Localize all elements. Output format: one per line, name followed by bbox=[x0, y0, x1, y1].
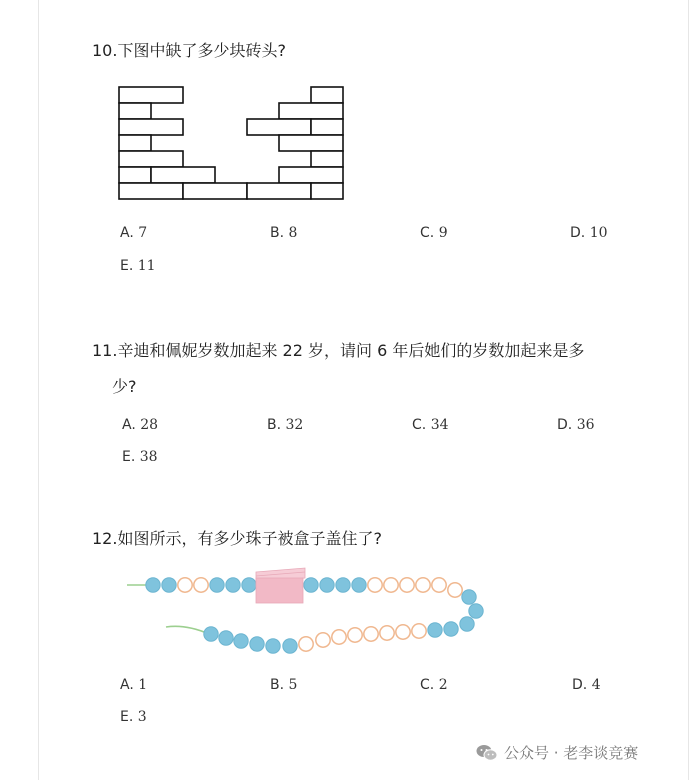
q12-option-d[interactable]: D. 4 bbox=[572, 677, 601, 693]
bead-orange bbox=[178, 578, 192, 592]
bead-blue bbox=[242, 578, 256, 592]
bead-orange bbox=[368, 578, 382, 592]
q12-option-b[interactable]: B. 5 bbox=[270, 677, 298, 693]
bead-orange bbox=[400, 578, 414, 592]
q10-option-d[interactable]: D. 10 bbox=[570, 225, 608, 241]
bead-orange bbox=[432, 578, 446, 592]
q10-option-e[interactable]: E. 11 bbox=[120, 258, 156, 274]
bead-blue bbox=[320, 578, 334, 592]
bead-blue bbox=[336, 578, 350, 592]
q11-option-a[interactable]: A. 28 bbox=[122, 417, 159, 433]
bead-orange bbox=[396, 625, 410, 639]
bead-orange bbox=[194, 578, 208, 592]
wechat-icon bbox=[476, 744, 498, 762]
q10-option-a[interactable]: A. 7 bbox=[120, 225, 148, 241]
bead-blue bbox=[352, 578, 366, 592]
string-lower-end bbox=[166, 626, 209, 634]
bead-blue bbox=[428, 623, 442, 637]
covering-box bbox=[256, 568, 305, 603]
bead-orange bbox=[364, 627, 378, 641]
bead-orange bbox=[448, 583, 462, 597]
bead-orange bbox=[299, 637, 313, 651]
bead-blue bbox=[462, 590, 476, 604]
bead-blue bbox=[234, 634, 248, 648]
q12-option-c[interactable]: C. 2 bbox=[420, 677, 448, 693]
bead-blue bbox=[283, 639, 297, 653]
bead-orange bbox=[380, 626, 394, 640]
bead-blue bbox=[266, 639, 280, 653]
q11-option-c[interactable]: C. 34 bbox=[412, 417, 449, 433]
bead-orange bbox=[348, 628, 362, 642]
bead-blue bbox=[146, 578, 160, 592]
bead-orange bbox=[412, 624, 426, 638]
bead-blue bbox=[444, 622, 458, 636]
bead-blue bbox=[210, 578, 224, 592]
q12-option-a[interactable]: A. 1 bbox=[120, 677, 148, 693]
bead-orange bbox=[332, 630, 346, 644]
bead-blue bbox=[250, 637, 264, 651]
bead-blue bbox=[469, 604, 483, 618]
q10-option-b[interactable]: B. 8 bbox=[270, 225, 298, 241]
question-11-title-line2: 少? bbox=[112, 377, 137, 396]
q12-option-e[interactable]: E. 3 bbox=[120, 709, 147, 725]
watermark bbox=[476, 742, 638, 763]
bead-blue bbox=[226, 578, 240, 592]
bead-blue bbox=[204, 627, 218, 641]
bead-blue bbox=[460, 617, 474, 631]
bead-blue bbox=[162, 578, 176, 592]
watermark-text: 公众号 · 老李谈竞赛 bbox=[504, 744, 639, 762]
bead-blue bbox=[304, 578, 318, 592]
bead-blue bbox=[219, 631, 233, 645]
question-11-title-line1: 11.辛迪和佩妮岁数加起来 22 岁，请问 6 年后她们的岁数加起来是多 bbox=[92, 341, 585, 360]
question-10-title: 10.下图中缺了多少块砖头? bbox=[92, 41, 286, 60]
q10-option-c[interactable]: C. 9 bbox=[420, 225, 448, 241]
bead-orange bbox=[416, 578, 430, 592]
question-12-title: 12.如图所示，有多少珠子被盒子盖住了? bbox=[92, 529, 382, 548]
q11-option-e[interactable]: E. 38 bbox=[122, 449, 158, 465]
bead-orange bbox=[316, 633, 330, 647]
q11-option-b[interactable]: B. 32 bbox=[267, 417, 304, 433]
q11-option-d[interactable]: D. 36 bbox=[557, 417, 595, 433]
bead-orange bbox=[384, 578, 398, 592]
